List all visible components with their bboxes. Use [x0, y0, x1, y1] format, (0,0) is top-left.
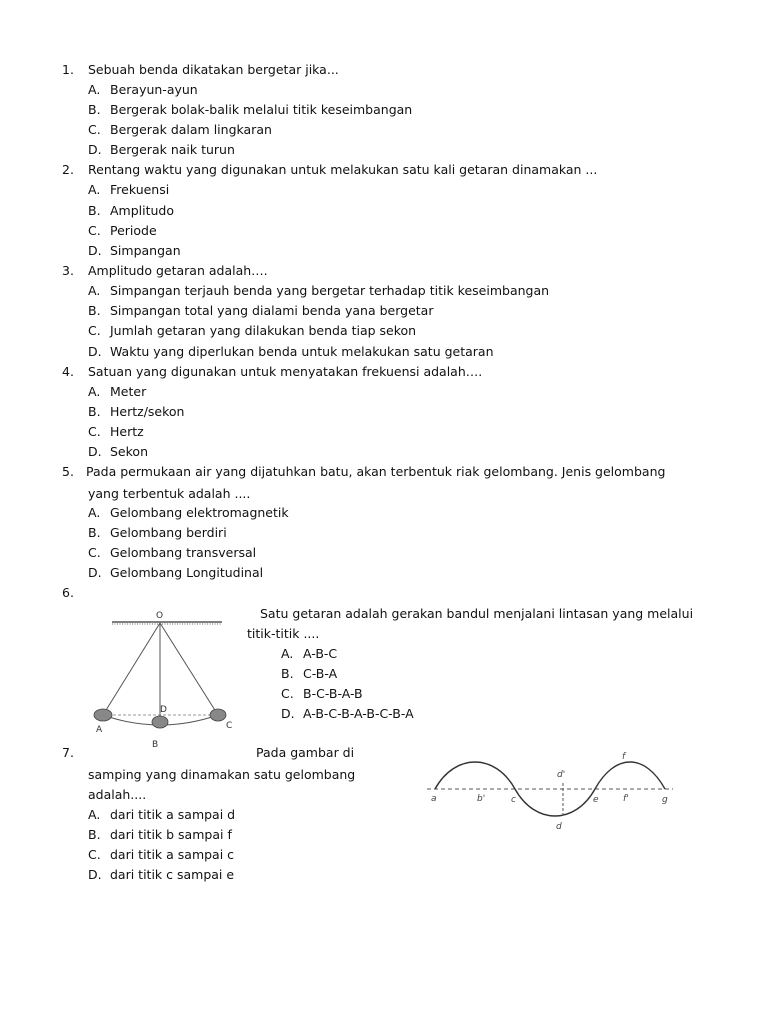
question-5-option-a: [88, 504, 289, 522]
question-3-option-a: [88, 282, 549, 300]
option-letter: D.: [88, 867, 102, 882]
question-5-option-b: [88, 524, 227, 542]
question-7-option-d: [88, 866, 234, 884]
option-text: Meter: [110, 384, 147, 399]
option-letter: A.: [88, 283, 101, 298]
wave-figure: [425, 745, 675, 845]
question-4-option-d: [88, 443, 148, 461]
option-letter: C.: [88, 223, 101, 238]
option-text: dari titik a sampai d: [110, 807, 236, 822]
question-4-option-c: [88, 423, 144, 441]
pendulum-string-left: [103, 623, 160, 715]
option-text: Periode: [110, 223, 157, 238]
question-4-option-a: [88, 383, 146, 401]
option-letter: A.: [88, 182, 101, 197]
option-text: Bergerak naik turun: [110, 142, 235, 157]
question-1-option-b: [88, 101, 412, 119]
option-letter: A.: [281, 646, 294, 661]
option-text: Sekon: [110, 444, 148, 459]
question-6-option-a: [281, 645, 337, 663]
pendulum-bob-b: [152, 716, 168, 728]
option-letter: D.: [88, 444, 102, 459]
option-text: Gelombang transversal: [110, 545, 257, 560]
question-6-text: Satu getaran adalah gerakan bandul menjalani lintasan yang melalui: [260, 606, 694, 621]
option-letter: C.: [281, 686, 294, 701]
wave-label-f-top: f: [622, 752, 626, 762]
option-text: Amplitudo: [110, 203, 175, 218]
question-7-option-b: [88, 826, 232, 844]
question-1-option-d: [88, 141, 235, 159]
option-letter: A.: [88, 384, 101, 399]
option-text: Hertz/sekon: [110, 404, 185, 419]
pendulum-label-d: D: [160, 705, 167, 715]
question-5-option-c: [88, 544, 256, 562]
question-3-text: Amplitudo getaran adalah….: [88, 263, 268, 278]
option-text: Jumlah getaran yang dilakukan benda tiap sekon: [110, 323, 417, 338]
question-4-text: Satuan yang digunakan untuk menyatakan frekuensi adalah….: [88, 364, 483, 379]
pendulum-label-o: O: [156, 611, 164, 621]
question-3-option-b: [88, 302, 433, 320]
question-7-option-c: [88, 846, 234, 864]
wave-label-f: f': [623, 794, 629, 804]
question-2-option-b: [88, 202, 174, 220]
question-3-option-d: [88, 343, 494, 361]
wave-label-b: b': [477, 794, 486, 804]
question-2-text: Rentang waktu yang digunakan untuk melakukan satu kali getaran dinamakan ...: [88, 162, 598, 177]
question-7-text-cont: samping yang dinamakan satu gelombang: [88, 767, 356, 782]
option-text: A-B-C: [303, 646, 338, 661]
question-6-option-d: [281, 705, 414, 723]
wave-label-d: d: [556, 822, 562, 832]
question-2-option-a: [88, 181, 169, 199]
option-letter: D.: [88, 565, 102, 580]
option-text: Waktu yang diperlukan benda untuk melakukan satu getaran: [110, 344, 494, 359]
wave-label-g: g: [662, 795, 668, 805]
option-letter: B.: [88, 203, 101, 218]
option-text: Bergerak dalam lingkaran: [110, 122, 272, 137]
question-4-number: 4.: [62, 364, 74, 379]
option-letter: C.: [88, 424, 101, 439]
option-text: C-B-A: [303, 666, 338, 681]
option-text: Frekuensi: [110, 182, 170, 197]
wave-label-c: c: [511, 795, 516, 805]
option-letter: D.: [88, 142, 102, 157]
option-letter: B.: [88, 404, 101, 419]
option-text: B-C-B-A-B: [303, 686, 363, 701]
question-1-number: 1.: [62, 62, 74, 77]
option-text: Gelombang elektromagnetik: [110, 505, 289, 520]
option-text: A-B-C-B-A-B-C-B-A: [303, 706, 414, 721]
question-2-option-c: [88, 222, 157, 240]
question-3-number: 3.: [62, 263, 74, 278]
question-5-number: 5.: [62, 464, 74, 479]
question-7-number: 7.: [62, 745, 74, 760]
question-7-text-cont2: adalah....: [88, 787, 147, 802]
question-1-option-a: [88, 81, 198, 99]
question-6-number: 6.: [62, 585, 74, 600]
question-5-option-d: [88, 564, 263, 582]
option-letter: A.: [88, 807, 101, 822]
option-text: Berayun-ayun: [110, 82, 198, 97]
question-1-text: Sebuah benda dikatakan bergetar jika...: [88, 62, 339, 77]
question-6-text-cont: titik-titik ....: [247, 626, 320, 641]
pendulum-string-right: [160, 623, 218, 715]
option-text: Simpangan terjauh benda yang bergetar terhadap titik keseimbangan: [110, 283, 550, 298]
question-5-text-cont: yang terbentuk adalah ....: [88, 486, 251, 501]
question-2-option-d: [88, 242, 181, 260]
option-letter: D.: [88, 344, 102, 359]
pendulum-label-c: C: [226, 721, 233, 731]
question-7-option-a: [88, 806, 235, 824]
option-letter: B.: [88, 525, 101, 540]
question-5-text: Pada permukaan air yang dijatuhkan batu, akan terbentuk riak gelombang. Jenis gelombang: [86, 464, 666, 479]
wave-label-d-top: d': [557, 770, 566, 780]
option-letter: D.: [281, 706, 295, 721]
option-letter: D.: [88, 243, 102, 258]
option-text: Gelombang Longitudinal: [110, 565, 264, 580]
wave-label-a: a: [431, 794, 437, 804]
pendulum-figure: [88, 608, 248, 748]
question-3-option-c: [88, 322, 416, 340]
option-letter: B.: [88, 303, 101, 318]
option-text: Simpangan total yang dialami benda yana bergetar: [110, 303, 434, 318]
option-text: dari titik c sampai e: [110, 867, 235, 882]
pendulum-bob-a: [94, 709, 112, 721]
option-letter: A.: [88, 82, 101, 97]
option-letter: C.: [88, 847, 101, 862]
option-letter: B.: [281, 666, 294, 681]
option-text: Simpangan: [110, 243, 181, 258]
pendulum-bob-c: [210, 709, 226, 721]
option-text: Gelombang berdiri: [110, 525, 227, 540]
question-2-number: 2.: [62, 162, 74, 177]
option-letter: B.: [88, 102, 101, 117]
option-letter: B.: [88, 827, 101, 842]
option-text: Hertz: [110, 424, 144, 439]
option-text: dari titik b sampai f: [110, 827, 232, 842]
option-text: dari titik a sampai c: [110, 847, 235, 862]
option-letter: C.: [88, 122, 101, 137]
question-6-option-c: [281, 685, 363, 703]
pendulum-label-a: A: [96, 725, 103, 735]
question-4-option-b: [88, 403, 184, 421]
option-letter: C.: [88, 545, 101, 560]
wave-label-e: e: [593, 795, 599, 805]
question-7-text: Pada gambar di: [256, 745, 355, 760]
option-letter: C.: [88, 323, 101, 338]
pendulum-label-b: B: [152, 740, 159, 748]
option-text: Bergerak bolak-balik melalui titik keseimbangan: [110, 102, 413, 117]
question-1-option-c: [88, 121, 272, 139]
option-letter: A.: [88, 505, 101, 520]
question-6-option-b: [281, 665, 337, 683]
